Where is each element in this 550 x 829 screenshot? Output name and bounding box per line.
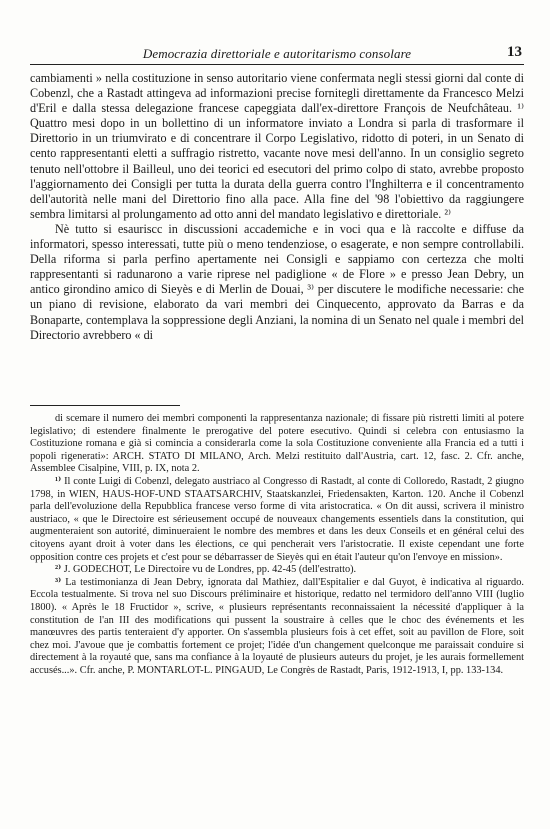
page-number: 13 (507, 44, 522, 60)
footnote-2 (30, 564, 524, 577)
footnote-3-number: ³⁾ (55, 576, 62, 588)
main-text (30, 71, 524, 343)
footnotes (30, 413, 524, 677)
body-paragraph-2: Nè tutto si esauriscc in discussioni accademiche e in voci qua e là raccolte e diffuse da informatori, spesso interessati, tutte più o meno tendenziose, o esagerate, e non sempre controllabili. Della riforma si parla perfino apertamente nei Consigli e sappiamo con certezza che molti rappresentanti si radunarono a varie riprese nel padiglione « de Flore » e presso Jean Debry, un antico girondino amico di Sieyès e di Merlin de Douai, ³⁾ per discutere le modifiche necessarie: che un piano di revisione, elaborato da vari membri dei Cinquecento, approvato da Barras e da Bonaparte, contemplava la soppressione degli Anziani, la nomina di un Senato nel quale i membri del Directorio avrebbero « di (30, 221, 524, 342)
footnote-3 (30, 577, 524, 678)
page-header (30, 44, 524, 65)
body-paragraph-1: cambiamenti » nella costituzione in senso autoritario viene confermata negli stessi giorni dal conte di Cobenzl, che a Rastadt attingeva ad informazioni precise fornitegli direttamente da Francesco Melzi d'Eril e dalla stessa delegazione francese capeggiata dall'ex-direttore François de Neufchâteau. ¹⁾ Quattro mesi dopo in un bollettino di un informatore inviato a Londra si parla di trasformare il Direttorio in un triumvirato e di concentrare il Corpo Legislativo, ridotto di poteri, in un Senato di cento rappresentanti eletti a suffragio ristretto, vacante nove mesi dell'anno. In un consiglio segreto tenuto nell'ottobre il Bailleul, uno dei teorici ed esecutori del primo colpo di stato, avrebbe proposto l'aggiornamento dei Consigli per tutta la durata della guerra contro l'Inghilterra e il concentramento dell'autorità nelle mani del Direttorio fino alla pace. Alla fine del '98 l'obiettivo da raggiungere sembra limitarsi al prolungamento ad otto anni del mandato legislativo e direttoriale. ²⁾ (30, 71, 524, 221)
footnote-2-text: J. GODECHOT, Le Directoire vu de Londres, pp. 42-45 (dell'estratto). (63, 564, 357, 576)
footnote-2-number: ²⁾ (55, 564, 62, 576)
footnote-continuation: di scemare il numero dei membri componenti la rappresentanza nazionale; di fissare più ristretti limiti al potere legislativo; di estendere finalmente le prerogative del potere esecutivo. Quindi si celebra con entusiasmo la Costituzione romana e già si comincia a considerarla come la sola Costituzione conveniente alla Francia ed a tutti i popoli rigenerati»: ARCH. STATO DI MILANO, Arch. Melzi restituito dall'Austria, cart. 12, fasc. 2. Cfr. anche, Assemblee Cisalpine, VIII, p. IX, nota 2. (30, 413, 524, 475)
running-title: Democrazia direttoriale e autoritarismo consolare (142, 46, 412, 61)
footnote-3-text: La testimonianza di Jean Debry, ignorata dal Mathiez, dall'Espitalier e dal Guyot, è indicativa al riguardo. Eccola testualmente. Si trova nel suo Discours préliminaire et historique, redatto nel termidoro dell'anno VIII (luglio 1800). « Après le 18 Fructidor », scrive, « plusieurs représentants reconnaissaient la nécessité d'appliquer à la constitution de l'an III des modifications qui pussent la soustraire à celles que le choc des événements et les manœuvres des partis tenteraient d'y apporter. On s'assembla plusieurs fois à cet effet, soit au pavillon de Flore, soit chez moi. J'avoue que je combattis fortement ce projet; l'idée d'un changement quelconque me paraissait conduire si directement à la royauté que, sans ma confiance à la loyauté de plusieurs auteurs du projet, je les aurais formellement accusés...». Cfr. anche, P. MONTARLOT-L. PINGAUD, Le Congrès de Rastadt, Paris, 1912-1913, I, pp. 133-134. (30, 576, 524, 676)
footnote-1-text: Il conte Luigi di Cobenzl, delegato austriaco al Congresso di Rastadt, al conte di Colloredo, Rastadt, 2 giugno 1798, in WIEN, HAUS-HOF-UND STAATSARCHIV, Staatskanzlei, Friedensakten, Karton. 120. Anche il Cobenzl parla dell'evoluzione della Repubblica francese verso forme di vita aristocratica. « On dit aussi, scrivera il ministro austriaco, « que le Directoire est sérieusement occupé de nouveaux changements essentiels dans la constitution, qui augmenteraient son autorité, diminueraient le nombre des membres et dans les deux Conseils et en général celui des citoyens ayant droit à voter dans les élections, ce qui pencherait vers l'aristocratie. Il existe cependant une forte opposition contre ces projets et c'est pour se débarrasser de Sieyès qui en était l'auteur qu'on l'envoye en mission». (30, 475, 524, 563)
footnote-1-number: ¹⁾ (55, 475, 62, 487)
footnote-1 (30, 476, 524, 564)
footnote-divider (30, 405, 180, 406)
